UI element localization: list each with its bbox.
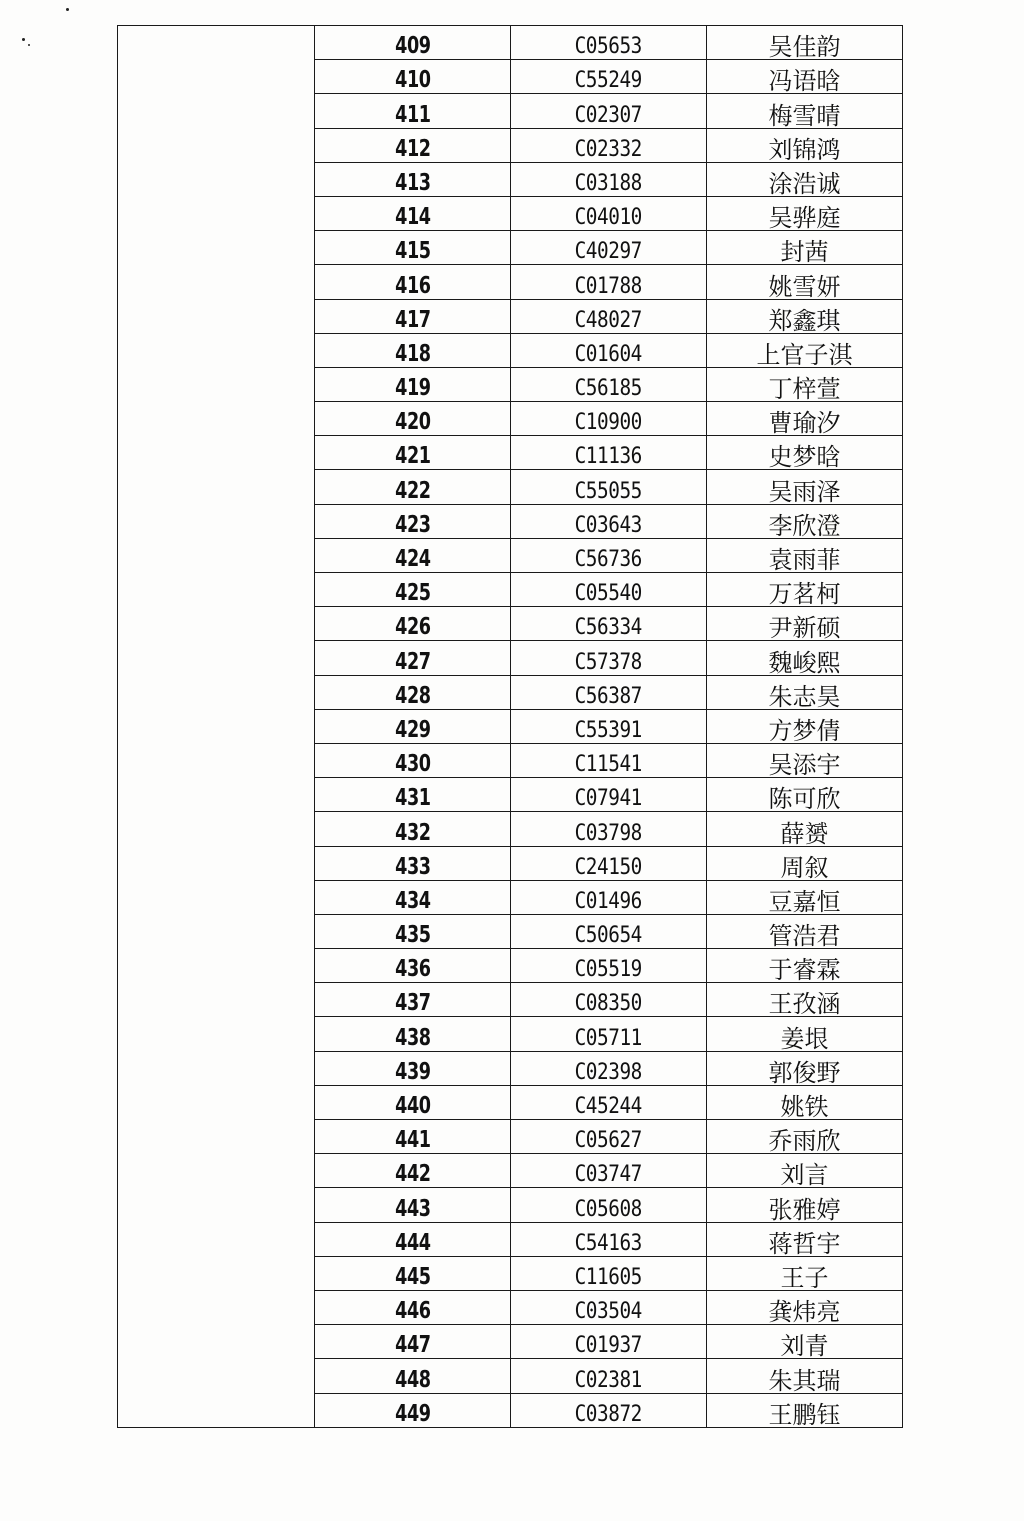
candidate-code-cell: [511, 128, 707, 162]
row-number-cell: [315, 675, 511, 709]
candidate-name: 上官子淇: [756, 340, 853, 368]
candidate-name: 丁梓萱: [768, 375, 841, 402]
candidate-code: C02381: [574, 1367, 643, 1393]
row-number: 444: [394, 1229, 431, 1256]
candidate-name-cell: [707, 880, 903, 914]
scan-speck: [28, 44, 30, 46]
candidate-code: C01604: [574, 341, 643, 367]
candidate-code: C05653: [574, 34, 643, 60]
row-number-cell: [315, 128, 511, 162]
candidate-code: C24150: [574, 854, 643, 880]
candidate-name: 蒋哲宇: [768, 1229, 841, 1257]
candidate-name-cell: [707, 265, 903, 299]
candidate-code: C05519: [574, 957, 643, 983]
candidate-name-cell: [707, 1222, 903, 1256]
row-number-cell: [315, 504, 511, 538]
row-number: 410: [394, 67, 431, 94]
row-number-cell: [315, 1188, 511, 1222]
candidate-name-cell: [707, 1256, 903, 1290]
candidate-code-cell: [511, 675, 707, 709]
candidate-name-cell: [707, 709, 903, 743]
row-number: 437: [394, 990, 431, 1017]
candidate-code: C05711: [574, 1025, 643, 1051]
candidate-name-cell: [707, 538, 903, 572]
candidate-code-cell: [511, 846, 707, 880]
candidate-code-cell: [511, 470, 707, 504]
candidate-name-cell: [707, 983, 903, 1017]
row-number: 421: [394, 443, 431, 470]
candidate-code-cell: [511, 1154, 707, 1188]
row-number-cell: [315, 1085, 511, 1119]
candidate-name: 姜垠: [780, 1024, 829, 1052]
candidate-code-cell: [511, 1188, 707, 1222]
candidate-code-cell: [511, 812, 707, 846]
candidate-code: C56736: [574, 547, 643, 572]
row-number-cell: [315, 1290, 511, 1324]
candidate-name-cell: [707, 299, 903, 333]
row-number: 447: [394, 1332, 431, 1359]
candidate-name: 吴骅庭: [768, 204, 841, 231]
candidate-name-cell: [707, 367, 903, 401]
row-number-cell: [315, 573, 511, 607]
candidate-name-cell: [707, 333, 903, 367]
candidate-code: C40297: [574, 239, 643, 265]
candidate-name: 吴添宇: [768, 751, 841, 778]
candidate-code-cell: [511, 402, 707, 436]
candidate-code: C11136: [574, 444, 643, 470]
row-number-cell: [315, 402, 511, 436]
candidate-code-cell: [511, 436, 707, 470]
candidate-code-cell: [511, 1256, 707, 1290]
candidate-name: 陈可欣: [768, 785, 841, 812]
candidate-code-cell: [511, 367, 707, 401]
row-number: 449: [394, 1400, 431, 1427]
candidate-name: 刘言: [780, 1161, 829, 1188]
candidate-name: 王孜涵: [768, 990, 841, 1017]
candidate-name: 吴雨泽: [768, 477, 841, 505]
candidate-code: C56387: [574, 683, 643, 709]
candidate-code: C03747: [574, 1162, 643, 1188]
candidate-code: C01937: [574, 1333, 643, 1359]
candidate-code: C05540: [574, 581, 643, 607]
candidate-name: 管浩君: [768, 922, 841, 949]
row-number-cell: [315, 1017, 511, 1051]
candidate-name: 朱志昊: [768, 682, 841, 710]
candidate-code: C08350: [574, 991, 643, 1017]
candidate-code: C04010: [574, 205, 643, 231]
row-number: 442: [394, 1161, 431, 1188]
row-number-cell: [315, 1154, 511, 1188]
candidate-name-cell: [707, 743, 903, 777]
candidate-name: 龚炜亮: [768, 1298, 841, 1325]
candidate-name-cell: [707, 1188, 903, 1222]
candidate-code-cell: [511, 1325, 707, 1359]
candidate-name: 吴佳韵: [768, 33, 841, 60]
candidate-code-cell: [511, 1120, 707, 1154]
candidate-code-cell: [511, 983, 707, 1017]
row-number: 414: [394, 204, 431, 231]
row-number: 441: [394, 1127, 431, 1154]
row-number: 418: [394, 340, 431, 367]
candidate-code: C02307: [574, 102, 643, 128]
row-number: 431: [394, 785, 431, 812]
candidate-name-cell: [707, 778, 903, 812]
row-number: 445: [394, 1263, 431, 1290]
candidate-code-cell: [511, 1393, 707, 1427]
row-number-cell: [315, 846, 511, 880]
candidate-code-cell: [511, 607, 707, 641]
row-number-cell: [315, 914, 511, 948]
candidate-name: 乔雨欣: [768, 1127, 841, 1154]
row-number-cell: [315, 94, 511, 128]
row-number: 419: [394, 375, 431, 402]
candidate-name-cell: [707, 402, 903, 436]
candidate-code: C55391: [574, 717, 643, 743]
candidate-name: 史梦晗: [768, 443, 841, 470]
candidate-name: 梅雪晴: [768, 101, 841, 129]
candidate-name: 张雅婷: [768, 1195, 841, 1223]
candidate-name: 万茗柯: [768, 580, 841, 607]
row-number-cell: [315, 983, 511, 1017]
candidate-code-cell: [511, 1359, 707, 1393]
candidate-code-cell: [511, 60, 707, 94]
row-number: 435: [394, 922, 431, 949]
candidate-name-cell: [707, 846, 903, 880]
row-number-cell: [315, 231, 511, 265]
candidate-code: C03504: [574, 1299, 643, 1325]
row-number: 448: [394, 1366, 431, 1393]
row-number-cell: [315, 709, 511, 743]
candidate-name: 姚雪妍: [768, 272, 841, 299]
row-number-cell: [315, 60, 511, 94]
row-number-cell: [315, 949, 511, 983]
row-number: 436: [394, 956, 431, 983]
roster-body: [118, 26, 903, 1428]
candidate-code: C45244: [574, 1094, 643, 1119]
candidate-name: 于睿霖: [768, 956, 841, 983]
candidate-name: 王鹏钰: [768, 1400, 841, 1428]
candidate-code-cell: [511, 196, 707, 230]
candidate-code: C02398: [574, 1059, 643, 1085]
candidate-name: 郑鑫琪: [768, 306, 841, 334]
row-number-cell: [315, 265, 511, 299]
candidate-code-cell: [511, 1085, 707, 1119]
row-number: 434: [394, 887, 431, 914]
candidate-code-cell: [511, 26, 707, 60]
candidate-name-cell: [707, 641, 903, 675]
row-number-cell: [315, 641, 511, 675]
row-number: 428: [394, 682, 431, 709]
candidate-code-cell: [511, 1290, 707, 1324]
row-number-cell: [315, 1325, 511, 1359]
candidate-name: 涂浩诚: [768, 169, 841, 197]
candidate-name-cell: [707, 1359, 903, 1393]
candidate-code: C56185: [574, 376, 643, 402]
row-number-cell: [315, 880, 511, 914]
candidate-name-cell: [707, 1085, 903, 1119]
candidate-name-cell: [707, 26, 903, 60]
candidate-code-cell: [511, 743, 707, 777]
candidate-name-cell: [707, 675, 903, 709]
candidate-name: 豆嘉恒: [768, 887, 841, 915]
row-number: 411: [394, 101, 431, 128]
candidate-code-cell: [511, 94, 707, 128]
candidate-name: 袁雨菲: [768, 546, 841, 573]
row-number-cell: [315, 778, 511, 812]
row-number: 422: [394, 477, 431, 504]
candidate-name-cell: [707, 1154, 903, 1188]
candidate-name-cell: [707, 196, 903, 230]
candidate-code: C48027: [574, 307, 643, 333]
roster-table: [117, 25, 903, 1428]
candidate-code: C10900: [574, 410, 643, 436]
candidate-code-cell: [511, 265, 707, 299]
candidate-code: C02332: [574, 136, 643, 162]
row-number-cell: [315, 1359, 511, 1393]
candidate-name: 尹新硕: [768, 614, 841, 641]
candidate-code: C57378: [574, 649, 643, 675]
row-number-cell: [315, 26, 511, 60]
candidate-name-cell: [707, 436, 903, 470]
candidate-name-cell: [707, 1325, 903, 1359]
candidate-code-cell: [511, 299, 707, 333]
candidate-code: C56334: [574, 615, 643, 641]
candidate-code-cell: [511, 333, 707, 367]
row-number: 443: [394, 1195, 431, 1222]
candidate-name: 李欣澄: [768, 511, 841, 539]
candidate-name-cell: [707, 128, 903, 162]
candidate-name: 方梦倩: [768, 716, 841, 744]
candidate-name-cell: [707, 1290, 903, 1324]
row-number-cell: [315, 299, 511, 333]
row-number: 433: [394, 853, 431, 880]
candidate-code-cell: [511, 914, 707, 948]
candidate-code-cell: [511, 778, 707, 812]
row-number: 426: [394, 614, 431, 641]
row-number: 413: [394, 169, 431, 196]
candidate-name-cell: [707, 504, 903, 538]
candidate-name-cell: [707, 60, 903, 94]
row-number-cell: [315, 1120, 511, 1154]
candidate-name: 朱其瑞: [768, 1366, 841, 1393]
candidate-name-cell: [707, 607, 903, 641]
candidate-code: C03188: [574, 170, 643, 196]
row-number: 417: [394, 306, 431, 333]
candidate-name: 王子: [780, 1263, 829, 1291]
candidate-name: 薛赟: [780, 819, 829, 846]
row-number: 412: [394, 135, 431, 162]
row-number: 429: [394, 716, 431, 743]
candidate-code: C11605: [574, 1264, 643, 1290]
row-number: 425: [394, 580, 431, 607]
candidate-name: 刘锦鸿: [768, 135, 841, 163]
candidate-code: C03798: [574, 820, 643, 846]
row-number: 432: [394, 819, 431, 846]
row-number-cell: [315, 1256, 511, 1290]
row-number-cell: [315, 162, 511, 196]
candidate-name: 冯语晗: [768, 67, 841, 94]
candidate-name-cell: [707, 573, 903, 607]
scan-speck: [22, 38, 25, 41]
row-number-cell: [315, 470, 511, 504]
candidate-code-cell: [511, 880, 707, 914]
merged-category-cell: [118, 26, 315, 1428]
candidate-code-cell: [511, 1017, 707, 1051]
candidate-code: C03872: [574, 1401, 643, 1427]
row-number-cell: [315, 538, 511, 572]
row-number: 424: [394, 546, 431, 572]
row-number-cell: [315, 1051, 511, 1085]
candidate-code-cell: [511, 573, 707, 607]
candidate-code: C05627: [574, 1128, 643, 1154]
candidate-code: C01788: [574, 273, 643, 299]
table-row: [118, 26, 903, 60]
candidate-code: C07941: [574, 786, 643, 812]
row-number-cell: [315, 743, 511, 777]
row-number-cell: [315, 812, 511, 846]
row-number: 415: [394, 238, 431, 265]
row-number-cell: [315, 196, 511, 230]
candidate-code: C11541: [574, 752, 643, 778]
row-number-cell: [315, 436, 511, 470]
candidate-name: 刘青: [780, 1332, 829, 1359]
row-number: 423: [394, 511, 431, 538]
candidate-code-cell: [511, 709, 707, 743]
candidate-code: C54163: [574, 1230, 643, 1256]
row-number: 438: [394, 1024, 431, 1051]
candidate-name-cell: [707, 231, 903, 265]
candidate-name-cell: [707, 470, 903, 504]
candidate-name-cell: [707, 162, 903, 196]
row-number: 427: [394, 648, 431, 675]
row-number: 430: [394, 751, 431, 778]
candidate-name: 曹瑜汐: [768, 409, 841, 436]
candidate-code-cell: [511, 162, 707, 196]
scan-speck: [66, 8, 69, 11]
candidate-code-cell: [511, 504, 707, 538]
candidate-name: 封茜: [780, 238, 829, 265]
candidate-code: C05608: [574, 1196, 643, 1222]
candidate-name: 魏峻熙: [768, 648, 841, 676]
candidate-name: 姚铁: [780, 1093, 829, 1120]
row-number-cell: [315, 607, 511, 641]
candidate-code: C01496: [574, 888, 643, 914]
row-number: 409: [394, 33, 431, 60]
row-number: 446: [394, 1298, 431, 1325]
candidate-code-cell: [511, 949, 707, 983]
candidate-code: C50654: [574, 923, 643, 949]
candidate-name-cell: [707, 1051, 903, 1085]
row-number-cell: [315, 333, 511, 367]
candidate-name-cell: [707, 914, 903, 948]
candidate-name: 周叙: [780, 853, 829, 881]
candidate-code: C03643: [574, 512, 643, 538]
candidate-code: C55055: [574, 478, 643, 504]
row-number: 439: [394, 1058, 431, 1085]
candidate-name-cell: [707, 1393, 903, 1427]
candidate-name-cell: [707, 812, 903, 846]
candidate-code-cell: [511, 231, 707, 265]
candidate-code-cell: [511, 1222, 707, 1256]
candidate-name-cell: [707, 1017, 903, 1051]
candidate-code-cell: [511, 538, 707, 572]
candidate-name-cell: [707, 94, 903, 128]
row-number-cell: [315, 1393, 511, 1427]
candidate-code: C55249: [574, 68, 643, 94]
row-number: 440: [394, 1093, 431, 1119]
candidate-name-cell: [707, 1120, 903, 1154]
row-number: 416: [394, 272, 431, 299]
row-number-cell: [315, 1222, 511, 1256]
row-number: 420: [394, 409, 431, 436]
candidate-code-cell: [511, 641, 707, 675]
candidate-name: 郭俊野: [768, 1058, 841, 1086]
candidate-code-cell: [511, 1051, 707, 1085]
candidate-name-cell: [707, 949, 903, 983]
row-number-cell: [315, 367, 511, 401]
